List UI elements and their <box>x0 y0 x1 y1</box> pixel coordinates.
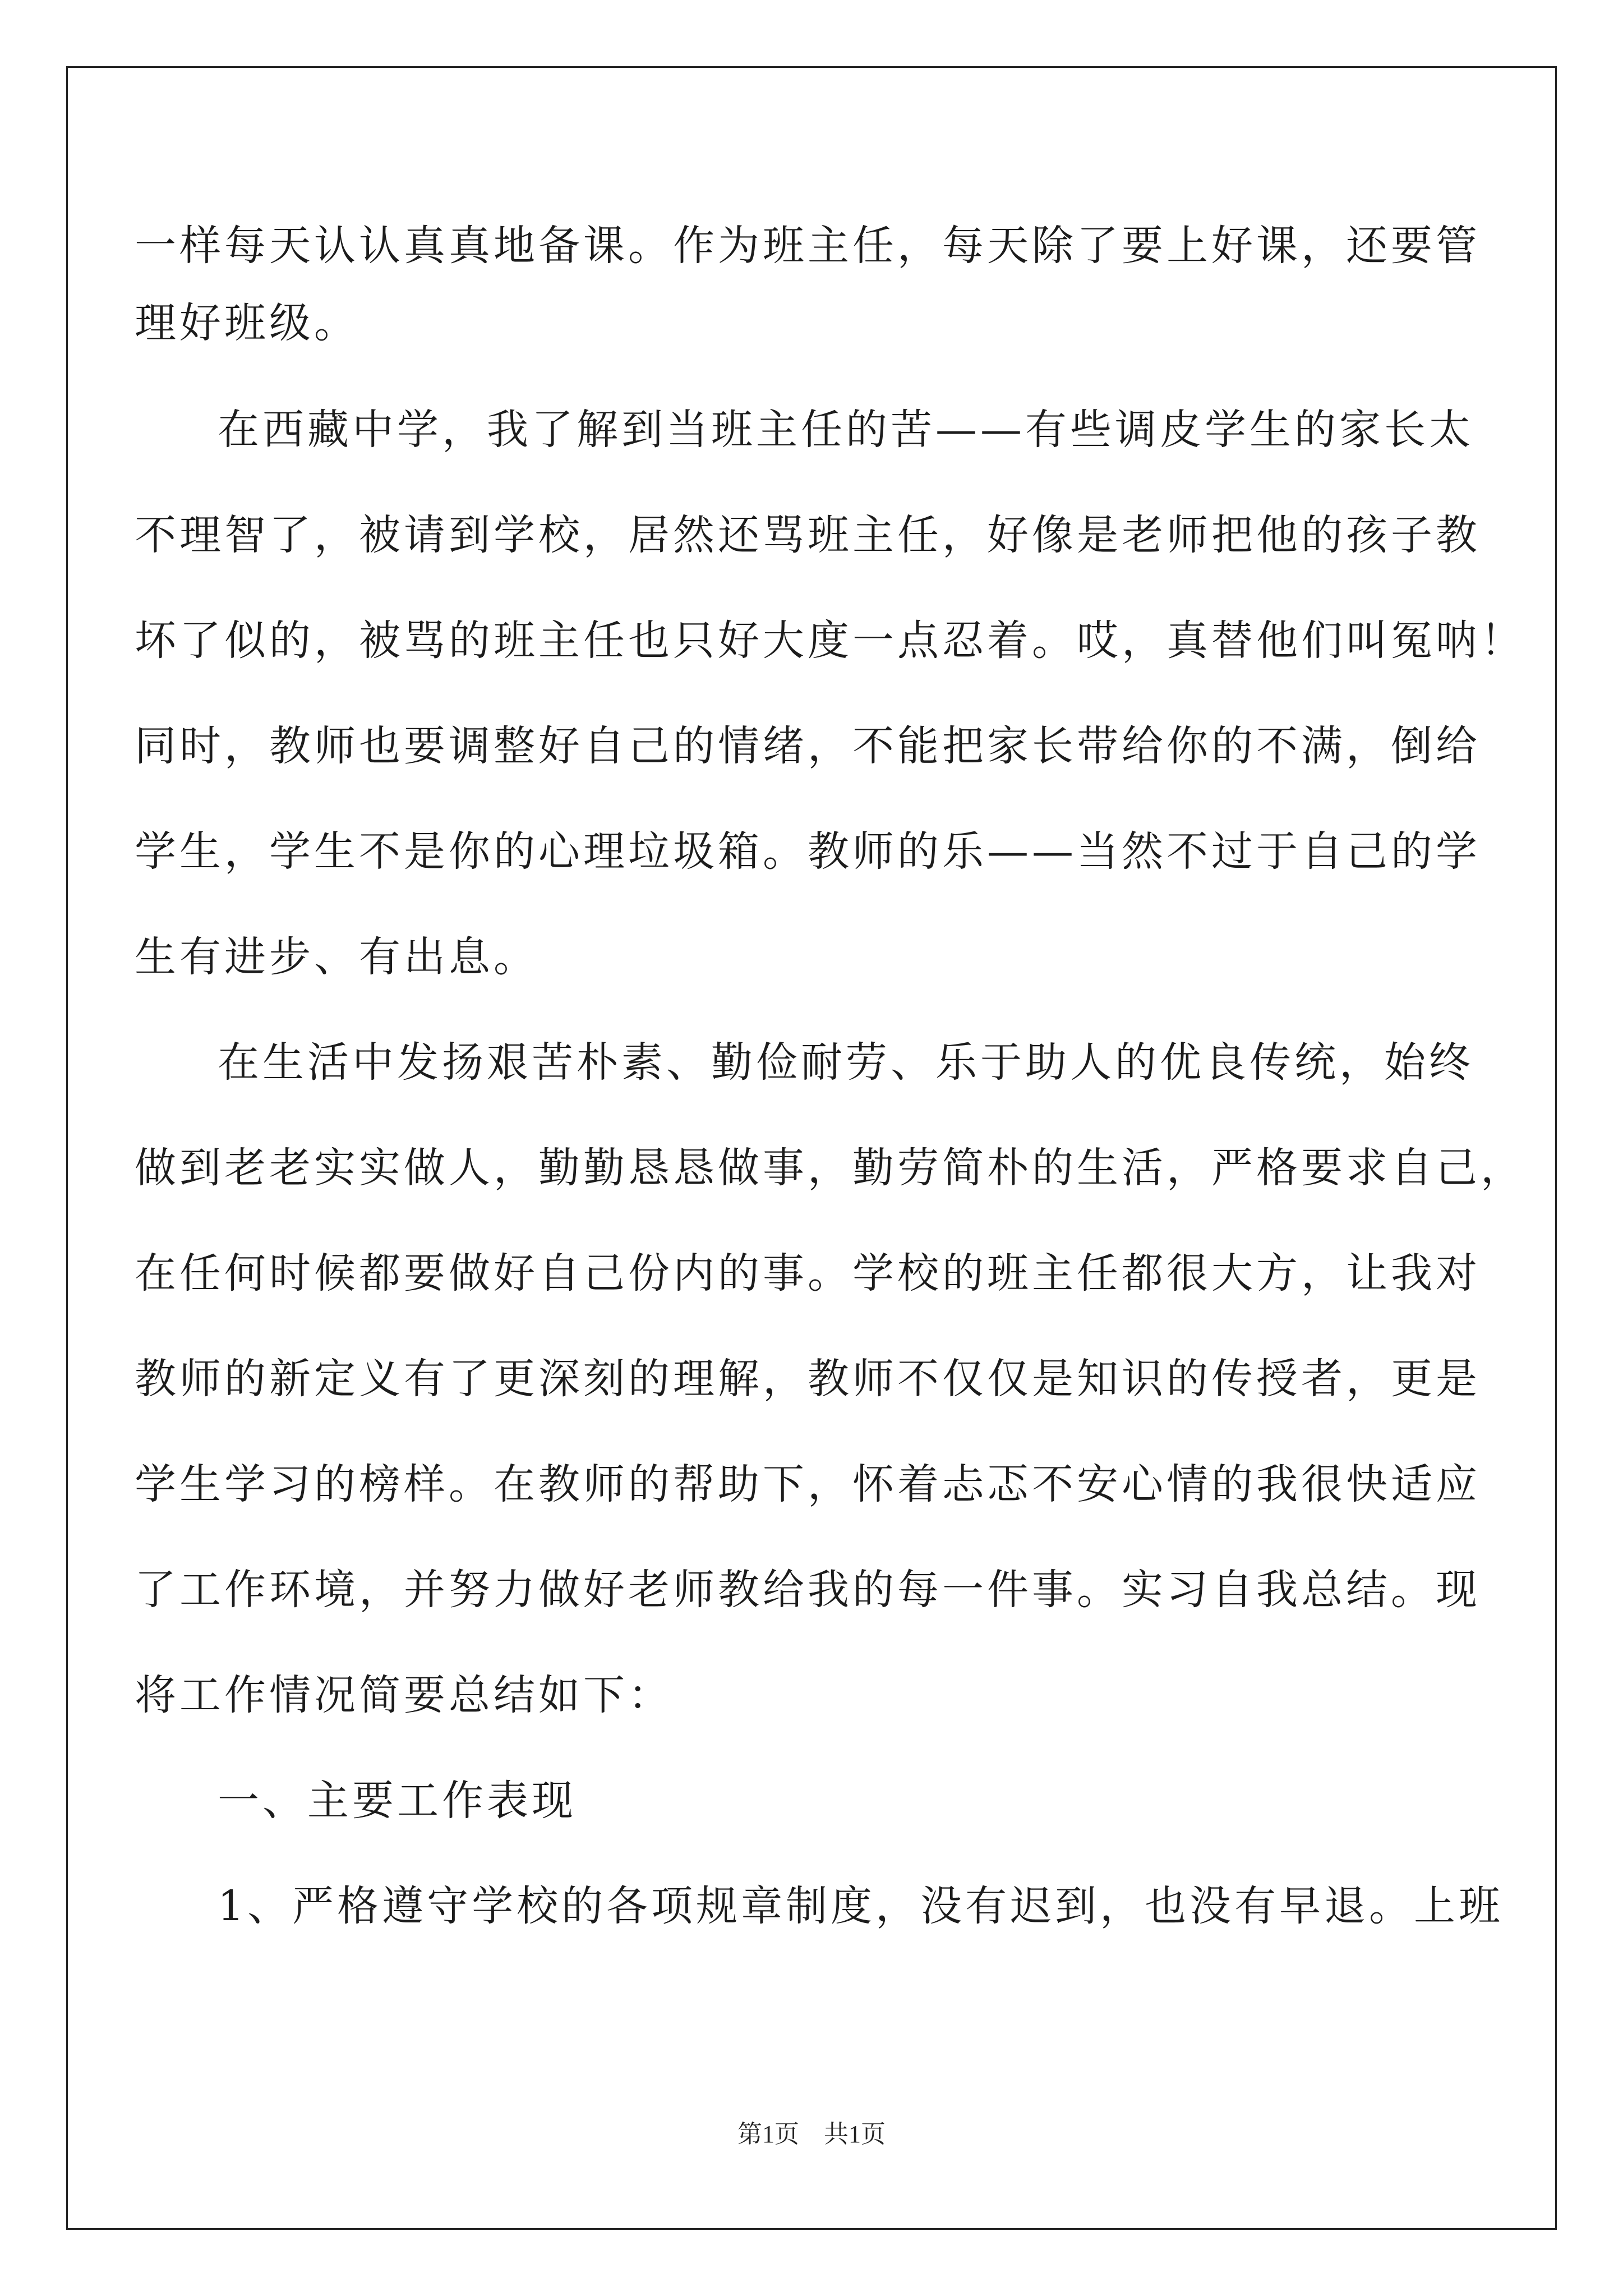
text-line: 学生学习的榜样。在教师的帮助下，怀着忐忑不安心情的我很快适应 <box>135 1460 1481 1508</box>
text-line: 坏了似的，被骂的班主任也只好大度一点忍着。哎，真替他们叫冤呐！ <box>135 616 1525 665</box>
paragraph-start-line: 在生活中发扬艰苦朴素、勤俭耐劳、乐于助人的优良传统，始终 <box>218 1038 1474 1087</box>
text-line: 生有进步、有出息。 <box>135 933 538 981</box>
paragraph-start-line: 在西藏中学，我了解到当班主任的苦——有些调皮学生的家长太 <box>218 406 1474 454</box>
text-line: 教师的新定义有了更深刻的理解，教师不仅仅是知识的传授者，更是 <box>135 1355 1481 1403</box>
page-footer: 第1页 共1页 <box>737 2120 886 2148</box>
text-line: 不理智了，被请到学校，居然还骂班主任，好像是老师把他的孩子教 <box>135 511 1481 559</box>
paragraph-start-line: 1、严格遵守学校的各项规章制度，没有迟到，也没有早退。上班 <box>218 1882 1504 1930</box>
text-line: 将工作情况简要总结如下： <box>135 1671 673 1719</box>
text-line: 做到老老实实做人，勤勤恳恳做事，勤劳简朴的生活，严格要求自己， <box>135 1144 1525 1192</box>
text-line: 了工作环境，并努力做好老师教给我的每一件事。实习自我总结。现 <box>135 1566 1481 1614</box>
text-line: 同时，教师也要调整好自己的情绪，不能把家长带给你的不满，倒给 <box>135 722 1481 770</box>
text-line: 理好班级。 <box>135 299 359 347</box>
text-line: 一样每天认认真真地备课。作为班主任，每天除了要上好课，还要管 <box>135 222 1481 270</box>
text-line: 在任何时候都要做好自己份内的事。学校的班主任都很大方，让我对 <box>135 1249 1481 1297</box>
text-line: 学生，学生不是你的心理垃圾箱。教师的乐——当然不过于自己的学 <box>135 827 1481 876</box>
section-heading: 一、主要工作表现 <box>218 1777 577 1825</box>
